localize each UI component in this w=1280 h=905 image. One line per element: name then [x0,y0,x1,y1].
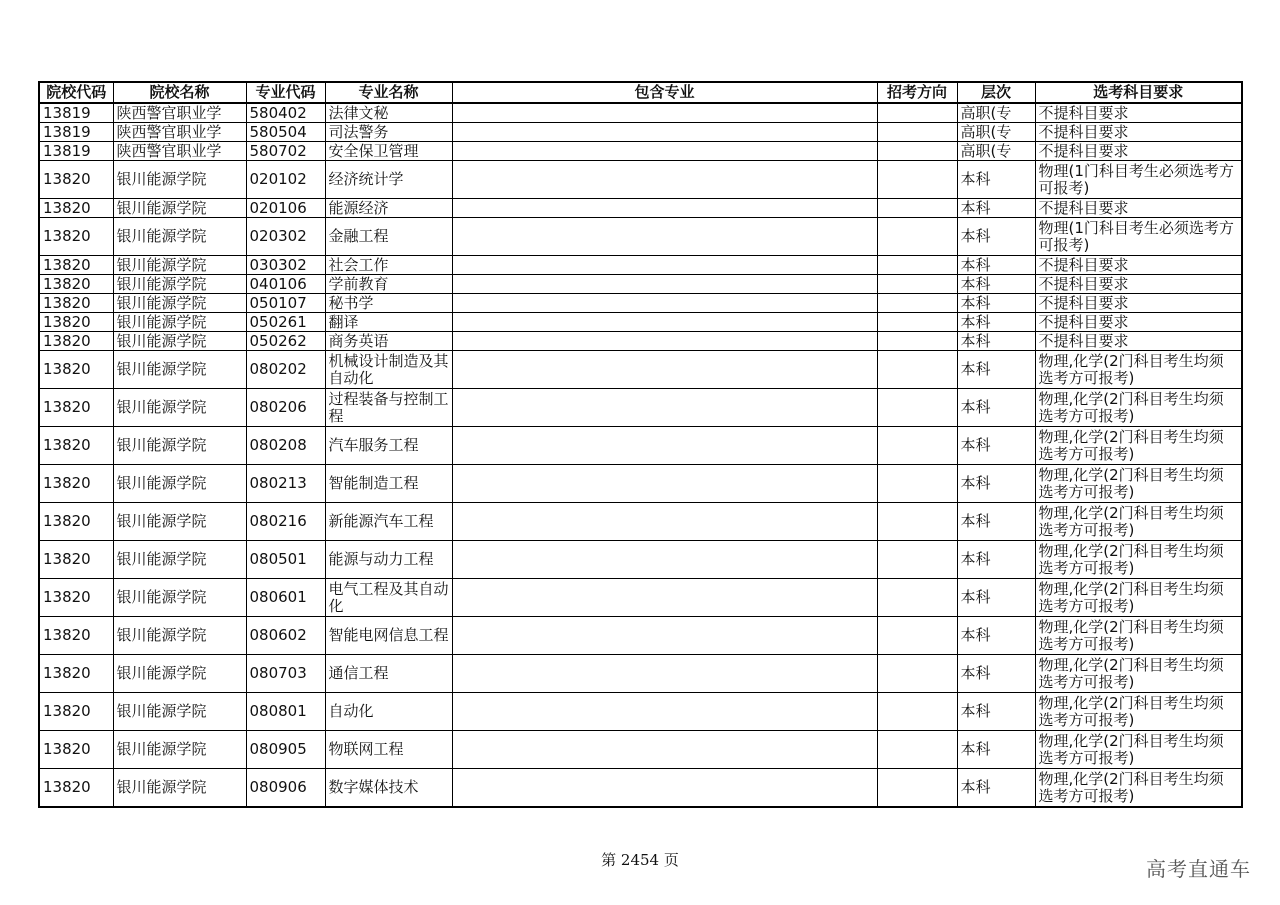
cell-school-code: 13820 [39,332,113,351]
cell-school-code: 13820 [39,427,113,465]
table-row [39,351,1242,389]
cell-school-code: 13820 [39,617,113,655]
cell-included-majors [452,541,877,579]
cell-level: 本科 [957,313,1035,332]
cell-major-code: 020302 [246,218,325,256]
cell-level: 高职(专 [957,103,1035,123]
cell-major-code: 080703 [246,655,325,693]
cell-major-code: 080906 [246,769,325,808]
cell-subject-requirement: 物理,化学(2门科目考生均须选考方可报考) [1035,427,1242,465]
cell-school-code: 13820 [39,256,113,275]
cell-direction [877,275,957,294]
cell-level: 本科 [957,541,1035,579]
cell-included-majors [452,161,877,199]
cell-subject-requirement: 物理,化学(2门科目考生均须选考方可报考) [1035,351,1242,389]
table-row [39,427,1242,465]
cell-major-name: 自动化 [325,693,452,731]
table-row [39,389,1242,427]
cell-subject-requirement: 物理,化学(2门科目考生均须选考方可报考) [1035,769,1242,808]
cell-major-name: 学前教育 [325,275,452,294]
cell-school-code: 13820 [39,579,113,617]
cell-level: 本科 [957,161,1035,199]
cell-level: 本科 [957,617,1035,655]
cell-included-majors [452,332,877,351]
cell-included-majors [452,275,877,294]
cell-subject-requirement: 物理,化学(2门科目考生均须选考方可报考) [1035,731,1242,769]
cell-major-name: 能源与动力工程 [325,541,452,579]
cell-level: 本科 [957,218,1035,256]
table-row [39,465,1242,503]
cell-direction [877,617,957,655]
cell-direction [877,294,957,313]
cell-major-name: 社会工作 [325,256,452,275]
cell-school-name: 银川能源学院 [113,579,246,617]
cell-major-code: 080202 [246,351,325,389]
header-included-majors: 包含专业 [452,82,877,103]
cell-level: 本科 [957,655,1035,693]
cell-subject-requirement: 物理(1门科目考生必须选考方可报考) [1035,218,1242,256]
cell-school-code: 13820 [39,655,113,693]
cell-school-name: 银川能源学院 [113,465,246,503]
cell-included-majors [452,731,877,769]
cell-subject-requirement: 不提科目要求 [1035,199,1242,218]
cell-major-code: 580504 [246,123,325,142]
cell-major-code: 080905 [246,731,325,769]
cell-school-name: 银川能源学院 [113,294,246,313]
cell-major-name: 数字媒体技术 [325,769,452,808]
cell-subject-requirement: 不提科目要求 [1035,313,1242,332]
table-row [39,161,1242,199]
cell-school-code: 13819 [39,123,113,142]
cell-direction [877,503,957,541]
cell-included-majors [452,769,877,808]
cell-school-code: 13820 [39,769,113,808]
cell-major-name: 翻译 [325,313,452,332]
cell-school-name: 银川能源学院 [113,275,246,294]
watermark: 高考直通车 [1146,857,1251,881]
table-row [39,579,1242,617]
table-row [39,655,1242,693]
cell-school-name: 银川能源学院 [113,541,246,579]
cell-major-name: 秘书学 [325,294,452,313]
cell-school-name: 银川能源学院 [113,332,246,351]
cell-school-code: 13820 [39,731,113,769]
cell-direction [877,313,957,332]
table-row [39,731,1242,769]
cell-level: 本科 [957,579,1035,617]
cell-school-code: 13820 [39,351,113,389]
cell-major-code: 080213 [246,465,325,503]
header-subject-requirement: 选考科目要求 [1035,82,1242,103]
cell-school-name: 银川能源学院 [113,256,246,275]
cell-subject-requirement: 不提科目要求 [1035,332,1242,351]
table-row [39,541,1242,579]
cell-included-majors [452,693,877,731]
cell-major-name: 能源经济 [325,199,452,218]
cell-school-code: 13819 [39,142,113,161]
cell-included-majors [452,465,877,503]
cell-included-majors [452,199,877,218]
cell-school-name: 银川能源学院 [113,351,246,389]
cell-direction [877,218,957,256]
cell-direction [877,427,957,465]
cell-level: 本科 [957,256,1035,275]
table-row [39,275,1242,294]
cell-direction [877,465,957,503]
cell-school-code: 13819 [39,103,113,123]
cell-school-code: 13820 [39,218,113,256]
cell-major-name: 智能制造工程 [325,465,452,503]
table-row [39,313,1242,332]
header-school-name: 院校名称 [113,82,246,103]
cell-school-name: 银川能源学院 [113,769,246,808]
cell-direction [877,541,957,579]
cell-major-name: 商务英语 [325,332,452,351]
cell-direction [877,769,957,808]
cell-direction [877,389,957,427]
cell-school-name: 银川能源学院 [113,655,246,693]
cell-major-code: 080602 [246,617,325,655]
cell-major-code: 050261 [246,313,325,332]
cell-direction [877,332,957,351]
table-body [39,103,1242,807]
cell-major-name: 汽车服务工程 [325,427,452,465]
table-row [39,199,1242,218]
cell-school-name: 银川能源学院 [113,427,246,465]
table-row [39,693,1242,731]
cell-school-code: 13820 [39,161,113,199]
cell-subject-requirement: 物理,化学(2门科目考生均须选考方可报考) [1035,503,1242,541]
header-row [39,82,1242,103]
cell-direction [877,351,957,389]
cell-subject-requirement: 物理,化学(2门科目考生均须选考方可报考) [1035,617,1242,655]
cell-direction [877,103,957,123]
cell-direction [877,693,957,731]
cell-major-code: 080206 [246,389,325,427]
cell-direction [877,655,957,693]
cell-school-code: 13820 [39,199,113,218]
cell-subject-requirement: 物理(1门科目考生必须选考方可报考) [1035,161,1242,199]
cell-subject-requirement: 不提科目要求 [1035,103,1242,123]
cell-major-name: 智能电网信息工程 [325,617,452,655]
cell-level: 本科 [957,769,1035,808]
table-row [39,103,1242,123]
header-direction: 招考方向 [877,82,957,103]
header-major-code: 专业代码 [246,82,325,103]
cell-major-code: 020106 [246,199,325,218]
cell-major-name: 电气工程及其自动化 [325,579,452,617]
cell-school-name: 银川能源学院 [113,503,246,541]
cell-major-name: 物联网工程 [325,731,452,769]
cell-school-name: 银川能源学院 [113,218,246,256]
cell-major-code: 030302 [246,256,325,275]
cell-major-code: 580402 [246,103,325,123]
cell-included-majors [452,142,877,161]
cell-school-name: 银川能源学院 [113,693,246,731]
cell-included-majors [452,389,877,427]
cell-direction [877,731,957,769]
cell-major-name: 通信工程 [325,655,452,693]
page-number: 第 2454 页 [601,851,679,869]
cell-level: 本科 [957,199,1035,218]
cell-major-name: 机械设计制造及其自动化 [325,351,452,389]
cell-level: 高职(专 [957,123,1035,142]
header-level: 层次 [957,82,1035,103]
cell-level: 高职(专 [957,142,1035,161]
cell-subject-requirement: 物理,化学(2门科目考生均须选考方可报考) [1035,655,1242,693]
cell-included-majors [452,294,877,313]
cell-major-code: 580702 [246,142,325,161]
cell-school-code: 13820 [39,389,113,427]
cell-major-name: 经济统计学 [325,161,452,199]
cell-major-name: 过程装备与控制工程 [325,389,452,427]
cell-included-majors [452,218,877,256]
cell-school-name: 银川能源学院 [113,199,246,218]
header-major-name: 专业名称 [325,82,452,103]
header-school-code: 院校代码 [39,82,113,103]
cell-major-name: 安全保卫管理 [325,142,452,161]
cell-subject-requirement: 不提科目要求 [1035,275,1242,294]
cell-included-majors [452,503,877,541]
cell-direction [877,161,957,199]
cell-school-code: 13820 [39,313,113,332]
table-row [39,769,1242,808]
cell-level: 本科 [957,693,1035,731]
table-row [39,617,1242,655]
admissions-table [38,81,1243,808]
cell-direction [877,142,957,161]
cell-level: 本科 [957,503,1035,541]
cell-school-name: 陕西警官职业学 [113,123,246,142]
table-row [39,332,1242,351]
cell-subject-requirement: 不提科目要求 [1035,256,1242,275]
cell-subject-requirement: 物理,化学(2门科目考生均须选考方可报考) [1035,579,1242,617]
cell-school-code: 13820 [39,294,113,313]
cell-level: 本科 [957,427,1035,465]
cell-school-code: 13820 [39,693,113,731]
cell-school-name: 银川能源学院 [113,161,246,199]
cell-major-code: 080601 [246,579,325,617]
table-row [39,218,1242,256]
cell-major-name: 法律文秘 [325,103,452,123]
cell-level: 本科 [957,294,1035,313]
cell-subject-requirement: 不提科目要求 [1035,123,1242,142]
cell-included-majors [452,655,877,693]
cell-direction [877,199,957,218]
table-row [39,503,1242,541]
cell-school-name: 银川能源学院 [113,617,246,655]
cell-level: 本科 [957,275,1035,294]
cell-school-name: 陕西警官职业学 [113,142,246,161]
cell-school-name: 银川能源学院 [113,389,246,427]
cell-school-name: 陕西警官职业学 [113,103,246,123]
cell-direction [877,256,957,275]
table-row [39,142,1242,161]
cell-school-name: 银川能源学院 [113,313,246,332]
cell-subject-requirement: 物理,化学(2门科目考生均须选考方可报考) [1035,693,1242,731]
cell-level: 本科 [957,351,1035,389]
cell-included-majors [452,103,877,123]
table-row [39,256,1242,275]
cell-subject-requirement: 物理,化学(2门科目考生均须选考方可报考) [1035,389,1242,427]
cell-included-majors [452,427,877,465]
cell-level: 本科 [957,389,1035,427]
cell-subject-requirement: 不提科目要求 [1035,294,1242,313]
cell-major-code: 050262 [246,332,325,351]
cell-level: 本科 [957,731,1035,769]
cell-included-majors [452,256,877,275]
cell-school-code: 13820 [39,503,113,541]
cell-major-name: 新能源汽车工程 [325,503,452,541]
cell-major-code: 050107 [246,294,325,313]
cell-school-code: 13820 [39,465,113,503]
cell-major-code: 080801 [246,693,325,731]
cell-subject-requirement: 物理,化学(2门科目考生均须选考方可报考) [1035,465,1242,503]
cell-school-code: 13820 [39,541,113,579]
cell-major-code: 080216 [246,503,325,541]
cell-included-majors [452,351,877,389]
cell-level: 本科 [957,465,1035,503]
cell-major-name: 金融工程 [325,218,452,256]
cell-major-code: 020102 [246,161,325,199]
cell-level: 本科 [957,332,1035,351]
cell-major-code: 080208 [246,427,325,465]
cell-included-majors [452,313,877,332]
cell-major-code: 040106 [246,275,325,294]
cell-included-majors [452,617,877,655]
cell-included-majors [452,579,877,617]
cell-school-name: 银川能源学院 [113,731,246,769]
cell-direction [877,123,957,142]
table-row [39,123,1242,142]
table-row [39,294,1242,313]
cell-major-name: 司法警务 [325,123,452,142]
cell-included-majors [452,123,877,142]
cell-subject-requirement: 物理,化学(2门科目考生均须选考方可报考) [1035,541,1242,579]
cell-subject-requirement: 不提科目要求 [1035,142,1242,161]
cell-major-code: 080501 [246,541,325,579]
cell-school-code: 13820 [39,275,113,294]
cell-direction [877,579,957,617]
